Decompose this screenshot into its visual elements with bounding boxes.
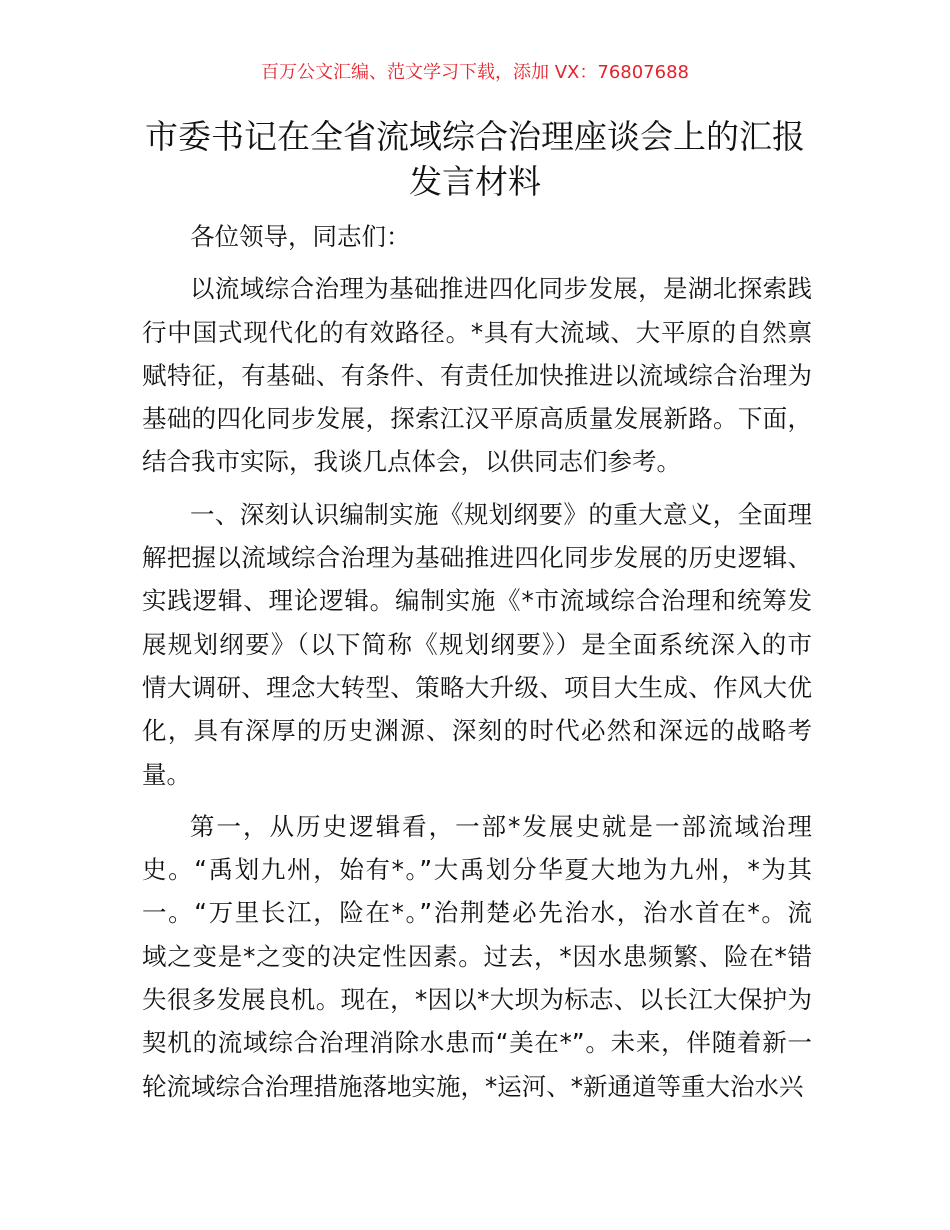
paragraph-line: 史。“禹划九州，始有*。”大禹划分华夏大地为九州，*为其	[142, 855, 812, 885]
paragraph-line: 第一，从历史逻辑看，一部*发展史就是一部流域治理	[190, 811, 812, 841]
title-line: 发言材料	[409, 162, 541, 201]
document-title	[0, 114, 950, 204]
paragraph-line: 域之变是*之变的决定性因素。过去，*因水患频繁、险在*错	[142, 941, 812, 971]
paragraph-line: 展规划纲要》（以下简称《规划纲要》）是全面系统深入的市	[142, 629, 812, 659]
paragraph-line: 情大调研、理念大转型、策略大升级、项目大生成、作风大优	[142, 672, 812, 702]
paragraph-line: 一。“万里长江，险在*。”治荆楚必先治水，治水首在*。流	[142, 898, 812, 928]
title-line: 市委书记在全省流域综合治理座谈会上的汇报	[145, 117, 805, 156]
paragraph-line: 失很多发展良机。现在，*因以*大坝为标志、以长江大保护为	[142, 985, 812, 1015]
paragraph-line: 量。	[142, 759, 191, 789]
greeting	[142, 215, 812, 258]
paragraph-line: 解把握以流域综合治理为基础推进四化同步发展的历史逻辑、	[142, 543, 812, 573]
paragraph-line: 行中国式现代化的有效路径。*具有大流域、大平原的自然禀	[142, 317, 812, 347]
paragraph-line: 赋特征，有基础、有条件、有责任加快推进以流域综合治理为	[142, 360, 812, 390]
paragraph-line: 一、深刻认识编制实施《规划纲要》的重大意义，全面理	[190, 499, 812, 529]
watermark-header: 百万公文汇编、范文学习下载，添加 VX：76807688	[261, 62, 689, 83]
paragraph-line: 轮流域综合治理措施落地实施，*运河、*新通道等重大治水兴	[142, 1071, 804, 1101]
paragraph	[142, 493, 812, 796]
paragraph-line: 契机的流域综合治理消除水患而“美在*”。未来，伴随着新一	[142, 1028, 812, 1058]
paragraph	[142, 267, 812, 483]
greeting-text: 各位领导，同志们：	[190, 222, 411, 251]
paragraph-line: 化，具有深厚的历史渊源、深刻的时代必然和深远的战略考	[142, 716, 812, 746]
paragraph-line: 实践逻辑、理论逻辑。编制实施《*市流域综合治理和统筹发	[142, 586, 812, 616]
paragraph-line: 结合我市实际，我谈几点体会，以供同志们参考。	[142, 447, 681, 477]
paragraph-line: 以流域综合治理为基础推进四化同步发展，是湖北探索践	[190, 274, 812, 304]
paragraph-line: 基础的四化同步发展，探索江汉平原高质量发展新路。下面，	[142, 404, 812, 434]
paragraph	[142, 805, 812, 1108]
document-body	[142, 215, 812, 1117]
